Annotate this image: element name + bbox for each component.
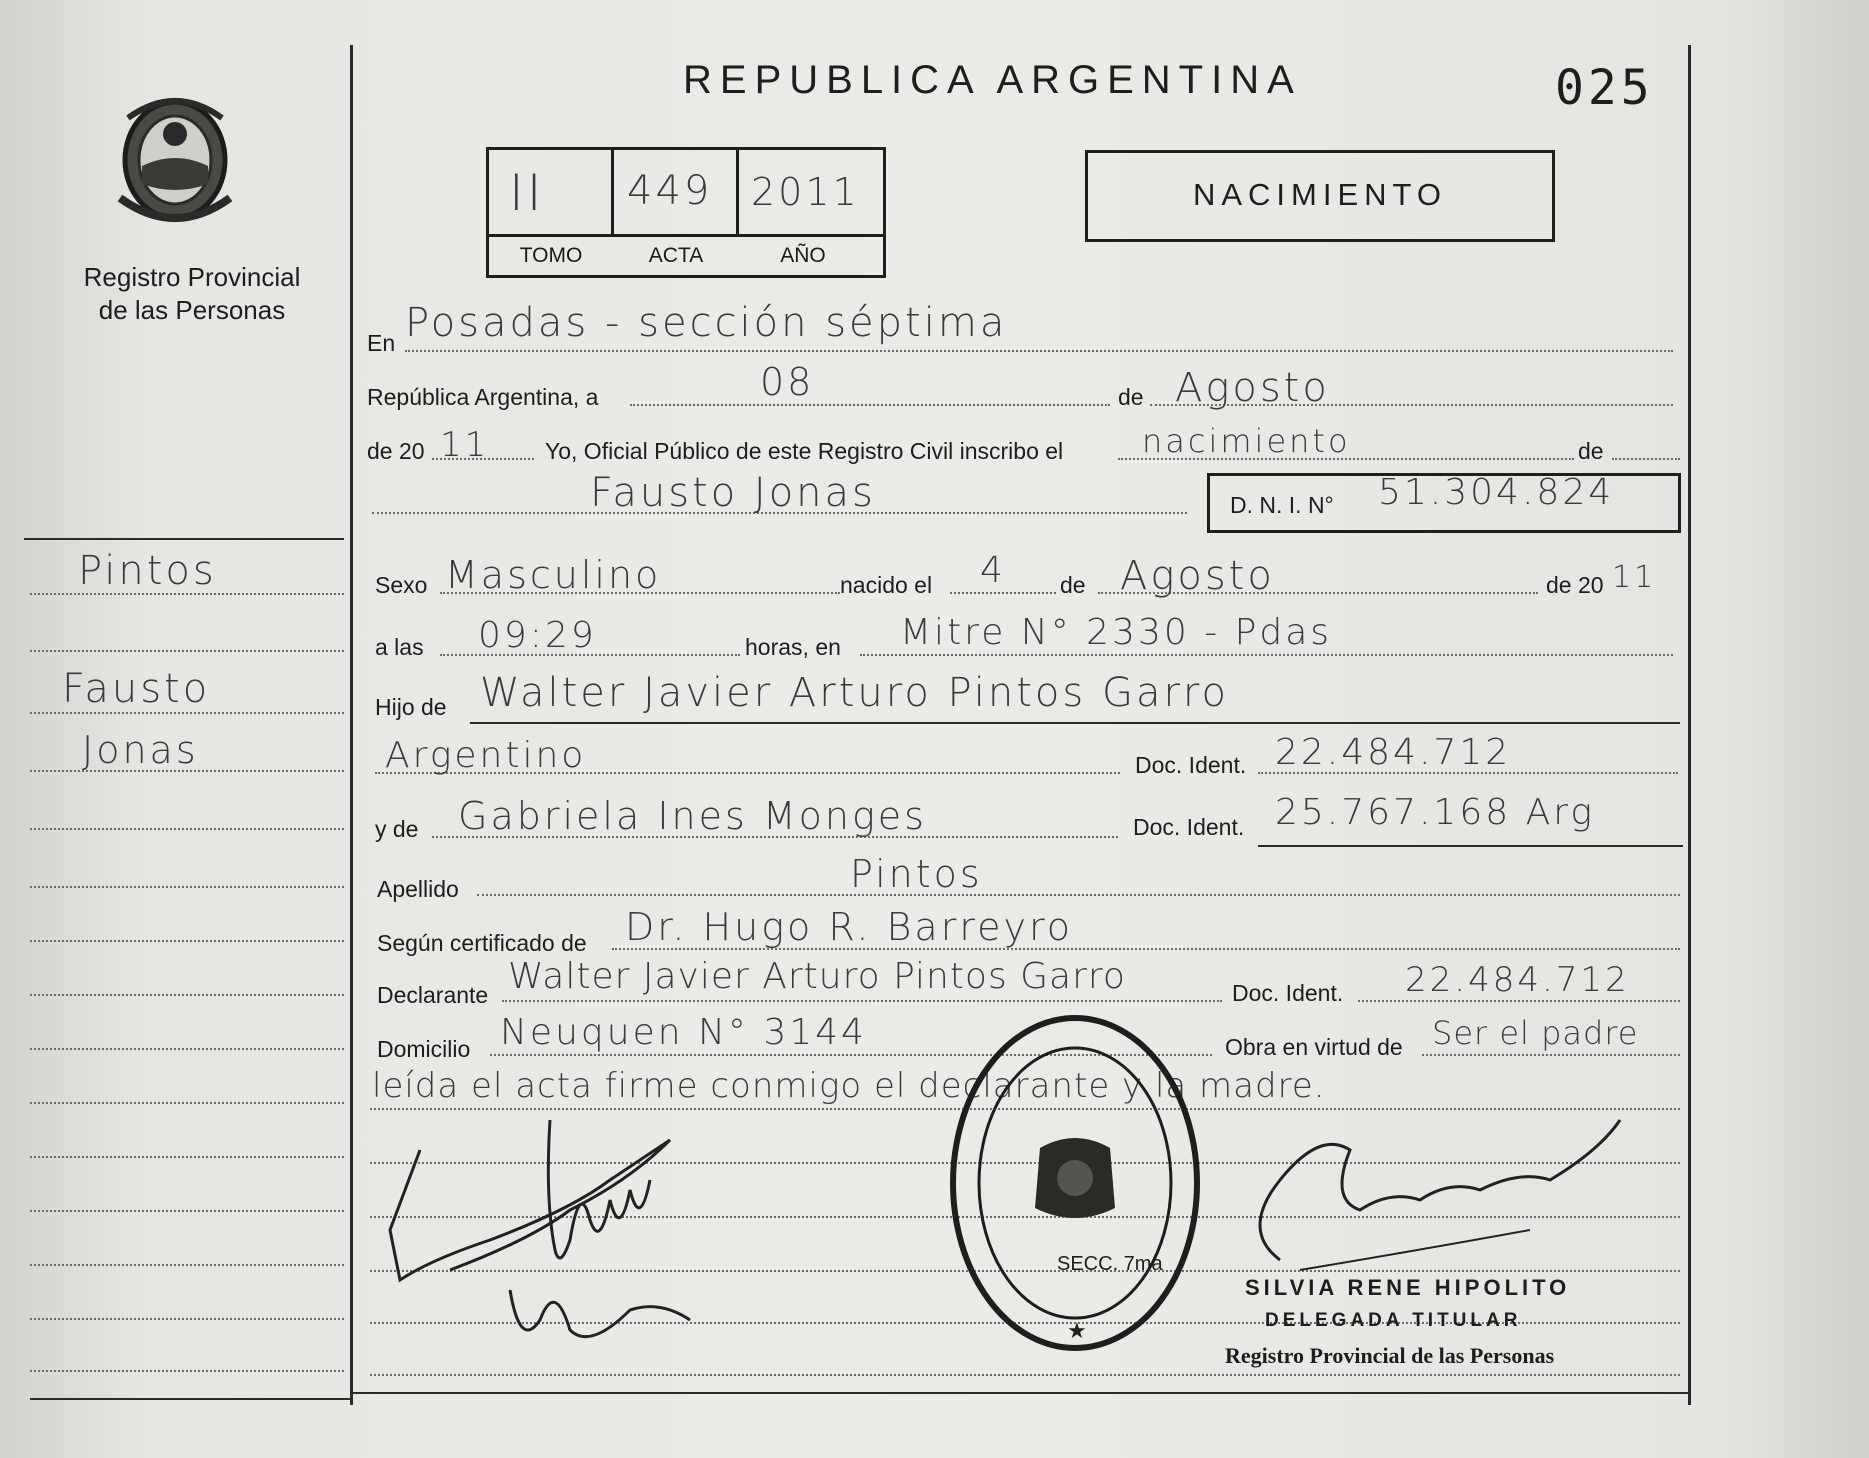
- birth-year-suffix: 11: [1612, 560, 1657, 595]
- act-kind-value: nacimiento: [1142, 422, 1351, 460]
- birth-time: 09:29: [478, 615, 597, 656]
- domicilio-value: Neuquen N° 3144: [500, 1012, 867, 1053]
- father-line: [470, 722, 1680, 724]
- mother-doc: 25.767.168 Arg: [1275, 792, 1595, 833]
- province-emblem-icon: [100, 88, 250, 238]
- sexo-label: Sexo: [375, 572, 428, 598]
- certificado-label: Según certificado de: [377, 930, 587, 956]
- margin-line: [30, 994, 344, 996]
- birth-place-line: [860, 654, 1673, 656]
- domicilio-label: Domicilio: [377, 1036, 471, 1062]
- birth-place: Mitre N° 2330 - Pdas: [900, 612, 1333, 653]
- place-line: [405, 350, 1673, 352]
- margin-line: [30, 886, 344, 888]
- anio-label: AÑO: [780, 244, 826, 267]
- birth-day: 4: [980, 550, 1006, 591]
- apellido-label: Apellido: [377, 876, 459, 902]
- day-line: [630, 404, 1110, 406]
- margin-first-name: Fausto: [62, 666, 211, 712]
- month-value: Agosto: [1175, 365, 1330, 411]
- record-box-divider: [489, 234, 883, 237]
- margin-line: [30, 650, 344, 652]
- birth-month: Agosto: [1120, 553, 1275, 599]
- margin-line: [30, 1156, 344, 1158]
- declarante-label: Declarante: [377, 982, 489, 1008]
- declarante-doc: 22.484.712: [1405, 960, 1630, 1000]
- obra-label: Obra en virtud de: [1225, 1034, 1403, 1060]
- margin-line: [30, 1370, 344, 1372]
- margin-line: [30, 828, 344, 830]
- child-name: Fausto Jonas: [590, 470, 876, 516]
- yde-label: y de: [375, 816, 419, 842]
- tomo-label: TOMO: [519, 244, 583, 267]
- declarante-name: Walter Javier Arturo Pintos Garro: [508, 956, 1126, 997]
- doc-ident-label-2: Doc. Ident.: [1133, 814, 1245, 840]
- en-label: En: [367, 330, 396, 356]
- obra-line: [1422, 1054, 1680, 1056]
- official-stamp-icon: [945, 1008, 1205, 1358]
- body-line: [370, 1374, 1680, 1376]
- sexo-value: Masculino: [445, 553, 662, 597]
- margin-line: [30, 1210, 344, 1212]
- agency-name-line2: de las Personas: [98, 295, 286, 325]
- apellido-line: [477, 894, 1680, 896]
- place-value: Posadas - sección séptima: [405, 300, 1008, 346]
- dni-label: D. N. I. N°: [1230, 492, 1334, 518]
- margin-line: [30, 1318, 344, 1320]
- margin-line: [30, 1048, 344, 1050]
- dni-value: 51.304.824: [1378, 472, 1615, 513]
- page-number: 025: [1555, 60, 1654, 116]
- record-type: NACIMIENTO: [1192, 177, 1448, 212]
- doc-ident-label-3: Doc. Ident.: [1232, 980, 1344, 1006]
- republica-label: República Argentina, a: [367, 384, 599, 410]
- anio-value: 2011: [751, 170, 860, 214]
- mother-doc-line: [1258, 845, 1683, 847]
- acta-value: 449: [627, 168, 713, 214]
- left-column-border: [350, 45, 353, 1405]
- margin-top-rule: [24, 538, 344, 540]
- father-doc: 22.484.712: [1275, 732, 1512, 773]
- record-type-box: [1085, 150, 1555, 242]
- doc-ident-label-1: Doc. Ident.: [1135, 752, 1247, 778]
- margin-line: [30, 940, 344, 942]
- mother-name: Gabriela Ines Monges: [458, 794, 927, 838]
- bottom-rule: [352, 1392, 1688, 1394]
- declarante-signature-icon: [370, 1120, 790, 1360]
- tomo-value: II: [509, 164, 545, 222]
- declarante-doc-line: [1358, 1000, 1680, 1002]
- margin-surname: Pintos: [78, 548, 217, 594]
- stamp-section-text: SECC. 7ma: [1057, 1253, 1163, 1275]
- oficial-text: Yo, Oficial Público de este Registro Civil inscribo el: [545, 438, 1064, 464]
- certificado-value: Dr. Hugo R. Barreyro: [625, 905, 1074, 949]
- de-label: de: [1118, 384, 1144, 410]
- official-signature-icon: [1220, 1110, 1640, 1280]
- svg-text:★: ★: [1067, 1319, 1087, 1344]
- leida-text: leída el acta firme conmigo el declarante y la madre.: [372, 1066, 1326, 1106]
- birth-day-line: [950, 592, 1056, 594]
- year-prefix: de 20: [367, 438, 425, 464]
- father-nationality: Argentino: [385, 735, 587, 776]
- hijo-label: Hijo de: [375, 694, 447, 720]
- tomo-cell: [489, 150, 614, 234]
- official-org: Registro Provincial de las Personas: [1225, 1343, 1555, 1368]
- father-name: Walter Javier Arturo Pintos Garro: [480, 670, 1229, 716]
- official-title: DELEGADA TITULAR: [1265, 1310, 1522, 1331]
- right-column-border: [1688, 45, 1691, 1405]
- alas-label: a las: [375, 634, 424, 660]
- de-label-2: de: [1578, 438, 1604, 464]
- day-value: 08: [760, 360, 815, 404]
- de-line: [1612, 458, 1680, 460]
- agency-name-line1: Registro Provincial: [83, 262, 301, 292]
- margin-middle-name: Jonas: [82, 728, 199, 772]
- country-heading: REPUBLICA ARGENTINA: [683, 58, 1302, 102]
- official-name: SILVIA RENE HIPOLITO: [1245, 1275, 1571, 1300]
- year-suffix: 11: [440, 425, 490, 465]
- birth-year-prefix: de 20: [1546, 572, 1604, 598]
- margin-line: [30, 1264, 344, 1266]
- obra-value: Ser el padre: [1432, 1014, 1639, 1052]
- birth-de-label: de: [1060, 572, 1086, 598]
- nacido-label: nacido el: [840, 572, 933, 598]
- apellido-value: Pintos: [850, 852, 983, 896]
- margin-line: [30, 1102, 344, 1104]
- horas-label: horas, en: [745, 634, 841, 660]
- acta-label: ACTA: [648, 244, 704, 267]
- dni-box: [1207, 473, 1681, 533]
- margin-bottom-rule: [30, 1398, 350, 1400]
- record-number-box: [486, 147, 886, 278]
- declarante-line: [502, 1000, 1222, 1002]
- margin-line: [30, 712, 344, 714]
